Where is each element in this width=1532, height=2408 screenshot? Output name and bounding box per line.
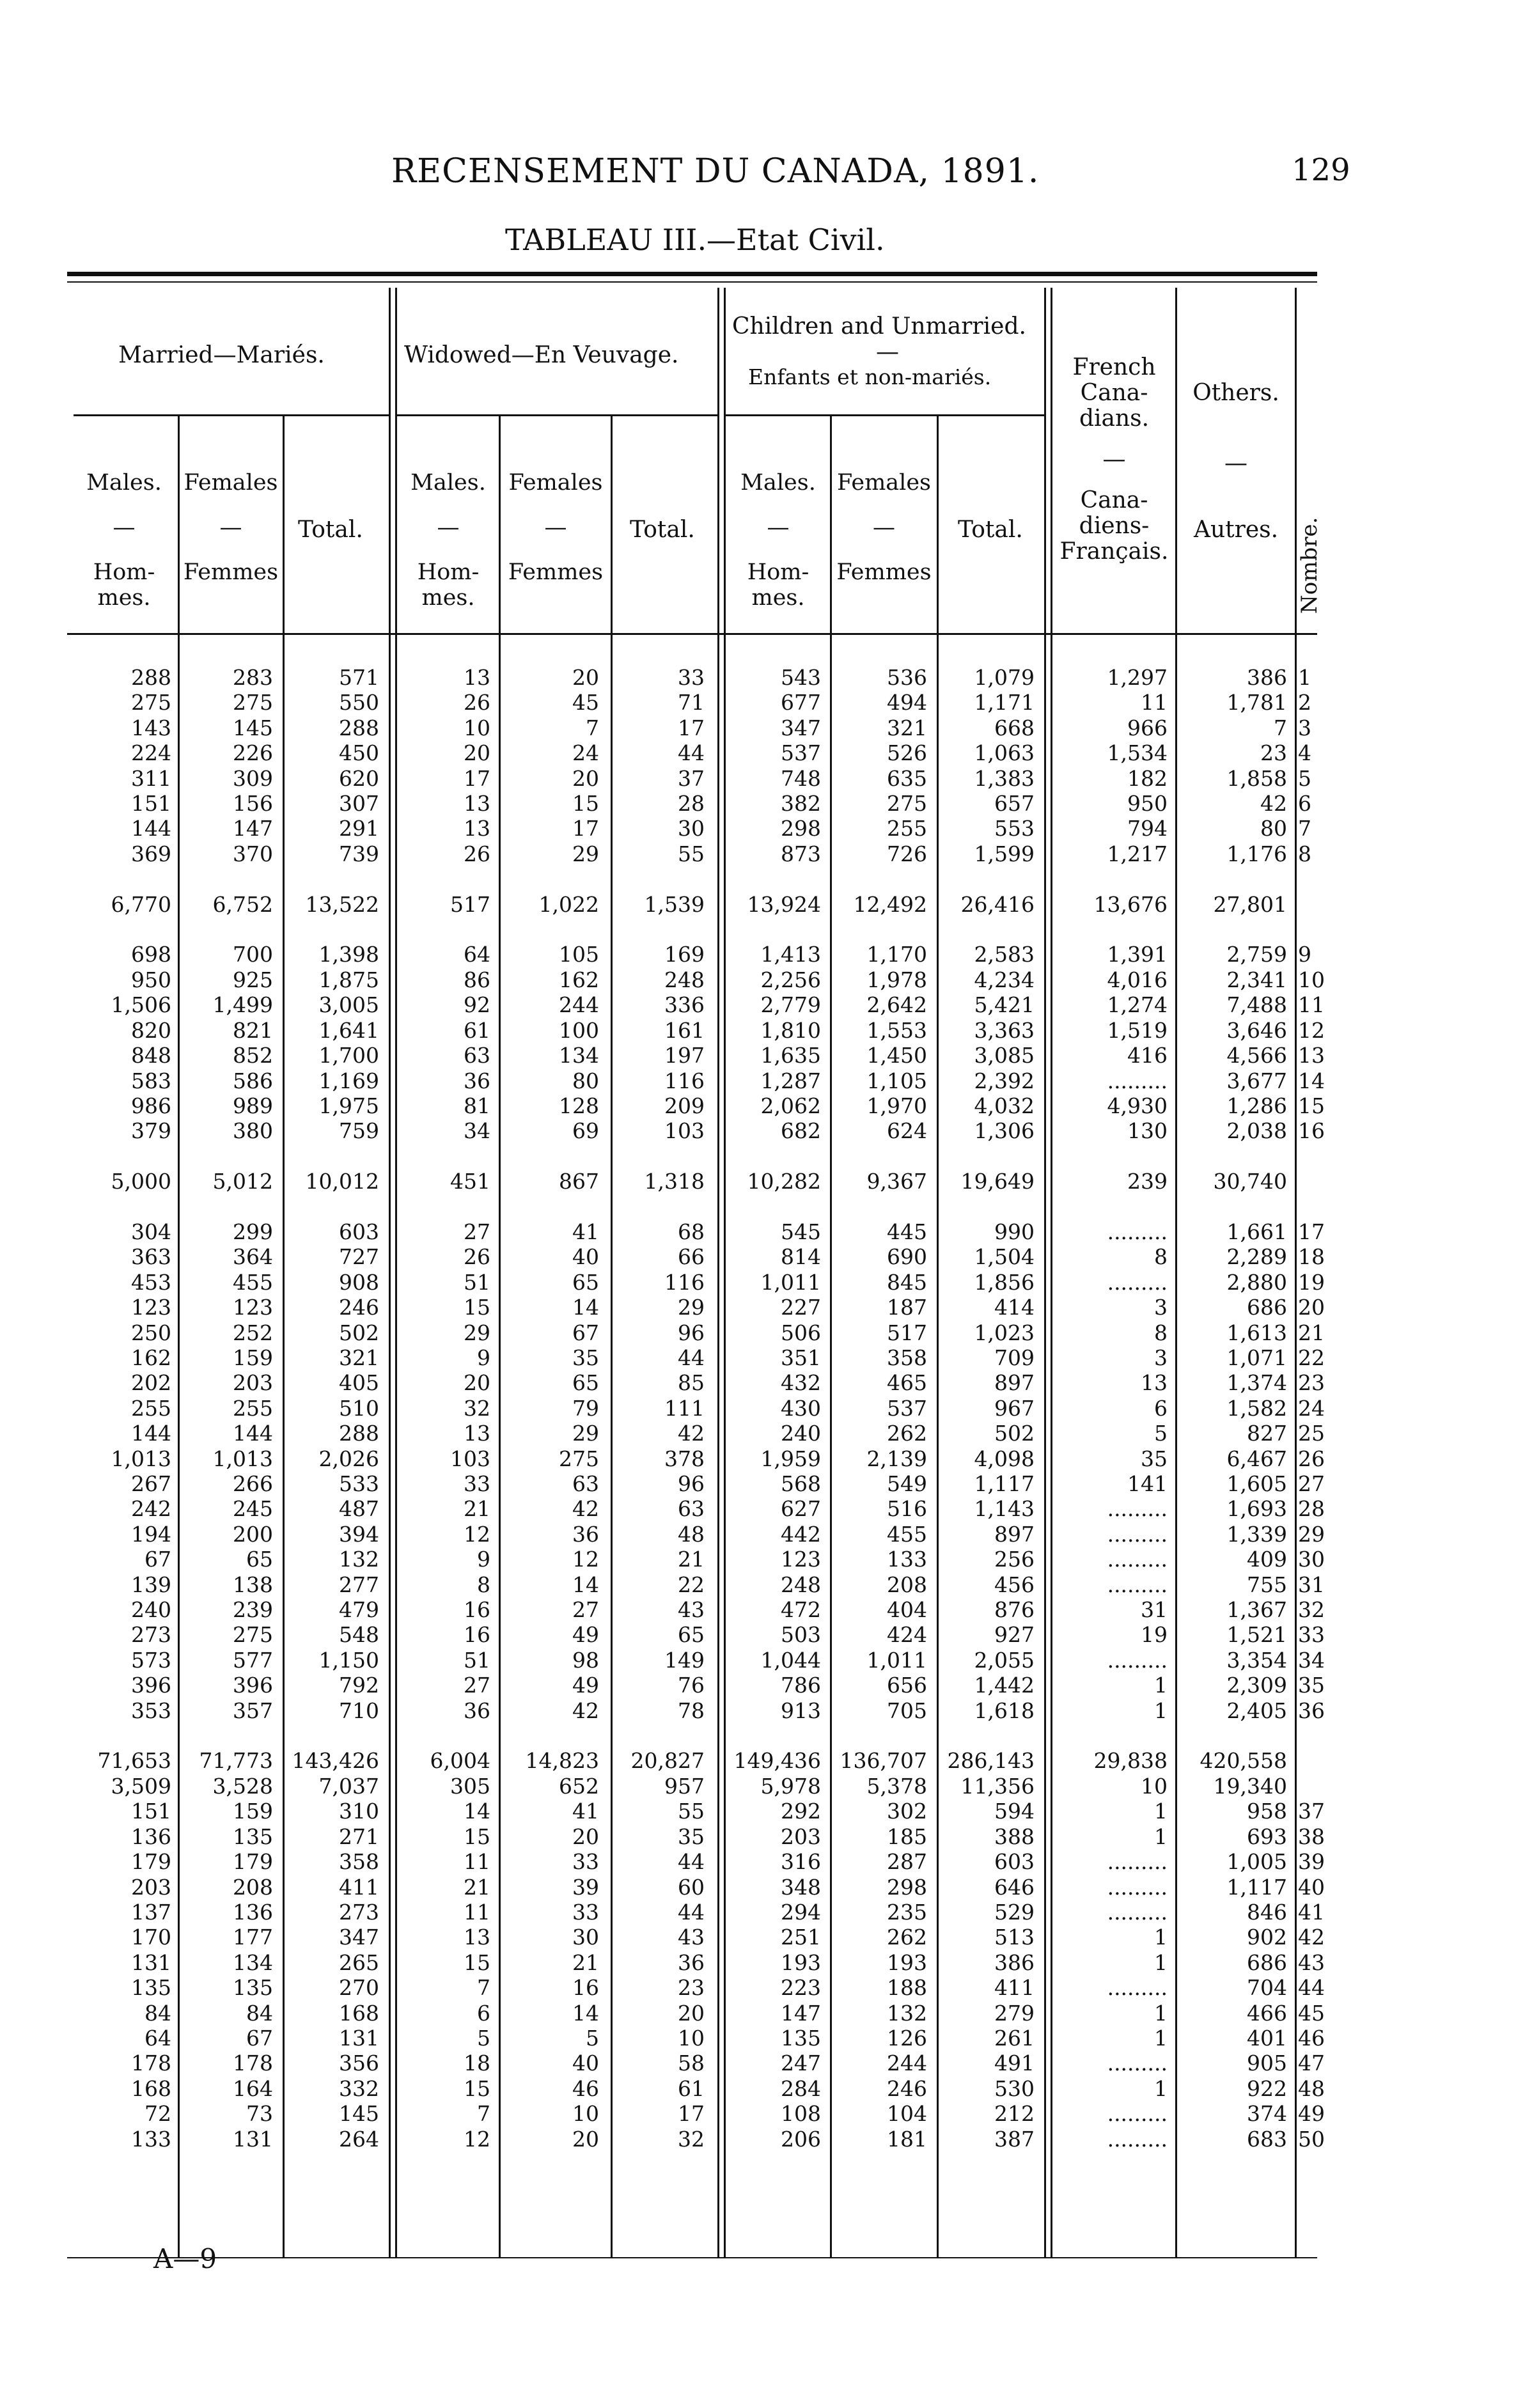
dash-label: — <box>113 515 136 540</box>
hom-label: Hom- <box>747 559 809 585</box>
header-bottom-rule <box>67 633 1317 635</box>
col-others: 386 1,781 7 23 1,858 42 80 1,176 27,801 2,759 2,341 7,488 3,646 4,566 3,677 1,286 2,038 30,740 1,661 2,289 2,880 686 1,613 1,071 1,374 1,582 827 6,467 1,605 1,693 1,339 409 755 1,367 1,521 3,354 2,309 2,405 420,558 19,340 958 693 1,005 1,117 846 902 686 704 466 401 905 922 374 683 <box>1200 665 1287 2152</box>
mes-label: mes. <box>421 585 475 611</box>
widowed-females-header <box>501 470 611 585</box>
others-header <box>1178 380 1294 543</box>
col-unmarried-total: 1,079 1,171 668 1,063 1,383 657 553 1,599 26,416 2,583 4,234 5,421 3,363 3,085 2,392 4,032 1,306 19,649 990 1,504 1,856 414 1,023 709 897 967 502 4,098 1,117 1,143 897 256 456 876 927 2,055 1,442 1,618 286,143 11,356 594 388 603 646 529 513 386 411 279 261 491 530 212 387 <box>947 665 1035 2152</box>
col-rule <box>178 416 180 2257</box>
col-rule <box>1051 288 1052 2257</box>
col-nombre: 1 2 3 4 5 6 7 8 9 10 11 12 13 14 15 16 17 18 19 20 21 22 23 24 25 26 27 28 29 30 31 32 33 34 35 36 37 38 39 40 41 42 43 44 45 46 47 48 49 50 <box>1298 665 1325 2152</box>
col-rule <box>724 288 726 2257</box>
french-line2: Cana- <box>1080 380 1148 406</box>
col-unmarried-females: 536 494 321 526 635 275 255 726 12,492 1,170 1,978 2,642 1,553 1,450 1,105 1,970 624 9,367 445 690 845 187 517 358 465 537 262 2,139 549 516 455 133 208 404 424 1,011 656 705 136,707 5,378 302 185 287 298 235 262 193 188 132 126 244 246 104 181 <box>840 665 927 2152</box>
others-dash: — <box>1224 450 1247 476</box>
married-females-header <box>179 470 283 585</box>
page-title: RECENSEMENT DU CANADA, 1891. <box>391 152 1040 191</box>
col-rule <box>395 288 397 2257</box>
french-dash: — <box>1102 446 1126 473</box>
page-number: 129 <box>1292 152 1350 188</box>
col-unmarried-males: 543 677 347 537 748 382 298 873 13,924 1,413 2,256 2,779 1,810 1,635 1,287 2,062 682 10,282 545 814 1,011 227 506 351 432 430 240 1,959 568 627 442 123 248 472 503 1,044 786 913 149,436 5,978 292 203 316 348 294 251 193 223 147 135 247 284 108 206 <box>733 665 821 2152</box>
children-header-en: Children and Unmarried. <box>732 313 1026 340</box>
unmarried-males-header <box>726 470 830 611</box>
dash-label: — <box>767 515 790 540</box>
footer-rule <box>67 2257 1317 2258</box>
col-widowed-males: 13 26 10 20 17 13 13 26 517 64 86 92 61 63 36 81 34 451 27 26 51 15 29 9 20 32 13 103 33 21 12 9 8 16 16 51 27 36 6,004 305 14 15 11 21 11 13 15 7 6 5 18 15 7 12 <box>430 665 490 2152</box>
french-line3: dians. <box>1079 405 1150 432</box>
femmes-label: Femmes <box>508 559 604 585</box>
top-thick-rule <box>67 272 1317 276</box>
col-french-canadians: 1,297 11 966 1,534 182 950 794 1,217 13,676 1,391 4,016 1,274 1,519 416 ......... 4,930 130 239 ......... 8 ......... 3 8 3 13 6 5 35 141 ......... ......... ......... ......... 31 19 ......... 1 1 29,838 10 1 1 ......... ......... ......... 1 1 ......... 1 1 ......... 1 ......... ......... <box>1093 665 1168 2152</box>
others-en: Others. <box>1192 380 1279 406</box>
females-label: Females <box>836 470 931 496</box>
col-rule <box>830 416 832 2257</box>
widowed-males-header <box>398 470 499 611</box>
dash-label: — <box>437 515 460 540</box>
dash-label: — <box>873 515 895 540</box>
group-header-rule <box>724 414 1044 416</box>
hom-label: Hom- <box>93 559 155 585</box>
col-rule <box>1175 288 1177 2257</box>
males-label: Males. <box>740 470 816 496</box>
col-married-females: 283 275 145 226 309 156 147 370 6,752 700 925 1,499 821 852 586 989 380 5,012 299 364 455 123 252 159 203 255 144 1,013 266 245 200 65 138 239 275 577 396 357 71,773 3,528 159 135 179 208 136 177 134 135 84 67 178 164 73 131 <box>199 665 273 2152</box>
table-subtitle: TABLEAU III.—Etat Civil. <box>505 223 885 257</box>
dash-label: — <box>219 515 242 540</box>
unmarried-total-header: Total. <box>958 517 1023 543</box>
col-widowed-total: 33 71 17 44 37 28 30 55 1,539 169 248 336 161 197 116 209 103 1,318 68 66 116 29 96 44 85 111 42 378 96 63 48 21 22 43 65 149 76 78 20,827 957 55 35 44 60 44 43 36 23 20 10 58 61 17 32 <box>630 665 705 2152</box>
col-widowed-females: 20 45 7 24 20 15 17 29 1,022 105 162 244 100 134 80 128 69 867 41 40 65 14 67 35 65 79 29 275 63 42 36 12 14 27 49 98 49 42 14,823 652 41 20 33 39 33 30 21 16 14 5 40 46 10 20 <box>525 665 599 2152</box>
col-rule <box>611 416 613 2257</box>
col-married-males: 288 275 143 224 311 151 144 369 6,770 698 950 1,506 820 848 583 986 379 5,000 304 363 453 123 250 162 202 255 144 1,013 267 242 194 67 139 240 273 573 396 353 71,653 3,509 151 136 179 203 137 170 131 135 84 64 178 168 72 133 <box>97 665 171 2152</box>
femmes-label: Femmes <box>183 559 279 585</box>
col-married-total: 571 550 288 450 620 307 291 739 13,522 1,398 1,875 3,005 1,641 1,700 1,169 1,975 759 10,012 603 727 908 246 502 321 405 510 288 2,026 533 487 394 132 277 479 548 1,150 792 710 143,426 7,037 310 271 358 411 273 347 265 270 168 131 356 332 145 264 <box>292 665 379 2152</box>
col-rule <box>717 288 719 2257</box>
femmes-label: Femmes <box>836 559 932 585</box>
males-label: Males. <box>410 470 486 496</box>
footer-signature: A—9 <box>153 2243 217 2274</box>
married-males-header <box>70 470 178 611</box>
french-canadians-header <box>1055 355 1173 565</box>
widowed-total-header: Total. <box>630 517 695 543</box>
col-rule <box>499 416 501 2257</box>
top-thin-rule <box>67 281 1317 283</box>
children-header-dash: — <box>876 339 899 365</box>
married-header: Married—Mariés. <box>118 342 325 368</box>
col-rule <box>389 288 391 2257</box>
mes-label: mes. <box>97 585 151 611</box>
others-fr: Autres. <box>1193 517 1279 543</box>
french-fr1: Cana- <box>1080 487 1148 513</box>
females-label: Females <box>508 470 603 496</box>
col-rule <box>1044 288 1046 2257</box>
group-header-rule <box>74 414 389 416</box>
females-label: Females <box>184 470 278 496</box>
nombre-header: Nombre. <box>1297 517 1322 614</box>
french-fr3: Français. <box>1059 538 1169 565</box>
mes-label: mes. <box>751 585 805 611</box>
french-fr2: diens- <box>1079 513 1150 539</box>
hom-label: Hom- <box>417 559 480 585</box>
french-line1: French <box>1072 354 1156 380</box>
children-header-fr: Enfants et non-mariés. <box>748 364 992 389</box>
males-label: Males. <box>86 470 162 496</box>
dash-label: — <box>544 515 567 540</box>
unmarried-females-header <box>831 470 937 585</box>
married-total-header: Total. <box>298 517 363 543</box>
col-rule <box>283 416 285 2257</box>
widowed-header: Widowed—En Veuvage. <box>404 342 679 368</box>
group-header-rule <box>395 414 717 416</box>
